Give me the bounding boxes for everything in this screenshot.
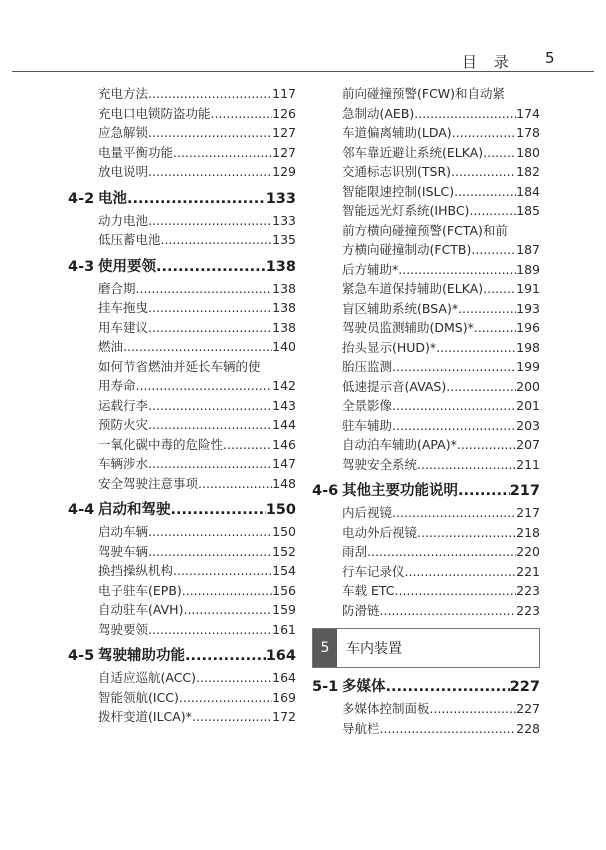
page-number: 161 bbox=[272, 621, 296, 637]
dot-leader bbox=[446, 377, 516, 397]
dot-leader bbox=[483, 279, 516, 299]
page-number: 207 bbox=[516, 437, 540, 452]
toc-entry[interactable] bbox=[312, 182, 540, 202]
entry-title: 智能远光灯系统(IHBC) bbox=[342, 203, 470, 218]
dot-leader bbox=[457, 435, 516, 455]
entry-title: 一氧化碳中毒的危险性 bbox=[98, 436, 224, 452]
page-number: 126 bbox=[272, 105, 296, 121]
entry-title: 防滑链 bbox=[342, 602, 380, 618]
toc-entry[interactable] bbox=[68, 561, 296, 581]
dot-leader bbox=[173, 143, 272, 163]
page-number: 223 bbox=[516, 602, 540, 618]
dot-leader bbox=[392, 503, 516, 523]
page-number: 143 bbox=[272, 397, 296, 413]
toc-entry[interactable] bbox=[68, 688, 296, 708]
dot-leader bbox=[395, 581, 517, 601]
dot-leader bbox=[196, 668, 272, 688]
dot-leader bbox=[398, 260, 516, 280]
toc-entry[interactable] bbox=[312, 318, 540, 338]
page-number: 135 bbox=[272, 232, 296, 247]
toc-entry[interactable] bbox=[312, 338, 540, 358]
page-number: 147 bbox=[272, 456, 296, 471]
entry-title: 多媒体控制面板 bbox=[342, 701, 430, 716]
dot-leader bbox=[148, 211, 272, 231]
toc-entry[interactable] bbox=[312, 542, 540, 562]
dot-leader bbox=[417, 523, 516, 543]
entry-title: 自动驻车(AVH) bbox=[98, 602, 184, 617]
toc-entry[interactable] bbox=[312, 221, 540, 260]
dot-leader bbox=[417, 455, 516, 475]
toc-entry[interactable] bbox=[312, 279, 540, 299]
page-number: 227 bbox=[509, 679, 540, 695]
chapter-number: 4-2 bbox=[68, 190, 95, 207]
page-number: 200 bbox=[516, 378, 540, 394]
dot-leader bbox=[148, 542, 272, 562]
page-number: 117 bbox=[272, 86, 296, 101]
page-number: 140 bbox=[272, 339, 296, 354]
toc-entry[interactable] bbox=[68, 415, 296, 435]
page-number: 191 bbox=[516, 281, 540, 296]
entry-title: 挂车拖曳 bbox=[98, 300, 149, 315]
dot-leader bbox=[123, 337, 272, 357]
page-number: 182 bbox=[516, 164, 540, 179]
chapter-number: 4-6 bbox=[312, 483, 339, 499]
page-number: 187 bbox=[516, 242, 540, 257]
toc-entry[interactable] bbox=[312, 123, 540, 143]
dot-leader bbox=[451, 162, 516, 182]
page-number: 227 bbox=[516, 701, 540, 716]
toc-entry[interactable] bbox=[312, 396, 540, 416]
page-number: 198 bbox=[516, 339, 540, 355]
toc-entry[interactable] bbox=[312, 581, 540, 601]
toc-entry[interactable] bbox=[68, 522, 296, 542]
dot-leader bbox=[148, 318, 272, 338]
toc-entry[interactable] bbox=[312, 435, 540, 455]
toc-entry[interactable] bbox=[312, 503, 540, 523]
entry-title: 车道偏离辅助(LDA) bbox=[342, 125, 452, 140]
toc-entry[interactable] bbox=[68, 707, 296, 727]
dot-leader bbox=[148, 123, 272, 143]
page-number: 164 bbox=[265, 648, 296, 664]
page-number: 148 bbox=[272, 475, 296, 491]
dot-leader bbox=[223, 435, 272, 455]
toc-entry[interactable] bbox=[312, 201, 540, 221]
page-number: 127 bbox=[272, 144, 296, 160]
page-number: 180 bbox=[516, 144, 540, 160]
dot-leader bbox=[483, 143, 516, 163]
entry-title: 低速提示音(AVAS) bbox=[342, 378, 447, 394]
dot-leader bbox=[148, 84, 272, 104]
toc-entry[interactable] bbox=[68, 162, 296, 182]
chapter-title: 电池 bbox=[98, 190, 127, 207]
toc-entry[interactable] bbox=[68, 230, 296, 250]
entry-title: 驾驶车辆 bbox=[98, 543, 149, 559]
page-number: 201 bbox=[516, 398, 540, 413]
dot-leader bbox=[392, 396, 516, 416]
dot-leader bbox=[471, 240, 516, 260]
dot-leader bbox=[173, 561, 272, 581]
toc-entry[interactable] bbox=[312, 455, 540, 475]
dot-leader bbox=[211, 104, 273, 124]
entry-title: 驾驶员监测辅助(DMS)* bbox=[342, 320, 474, 335]
header-page-number: 5 bbox=[545, 49, 555, 67]
dot-leader bbox=[380, 601, 517, 621]
dot-leader bbox=[454, 182, 516, 202]
dot-leader bbox=[436, 338, 516, 358]
dot-leader bbox=[452, 123, 516, 143]
page-number: 196 bbox=[516, 320, 540, 335]
dot-leader bbox=[392, 416, 516, 436]
toc-entry[interactable] bbox=[68, 357, 296, 396]
toc-entry[interactable] bbox=[312, 357, 540, 377]
entry-title: 启动车辆 bbox=[98, 524, 149, 539]
dot-leader bbox=[182, 581, 272, 601]
page-number: 178 bbox=[516, 125, 540, 140]
toc-chapter[interactable] bbox=[68, 500, 296, 521]
page-number: 144 bbox=[272, 417, 296, 432]
page-number: 133 bbox=[265, 190, 296, 207]
toc-entry[interactable] bbox=[312, 143, 540, 163]
entry-title: 拨杆变道(ILCA)* bbox=[98, 709, 192, 724]
toc-entry[interactable] bbox=[312, 377, 540, 397]
entry-title: 磨合期 bbox=[98, 280, 136, 296]
entry-title: 预防火灾 bbox=[98, 417, 149, 432]
dot-leader bbox=[392, 357, 516, 377]
toc-entry[interactable] bbox=[312, 84, 540, 123]
page-number: 185 bbox=[516, 203, 540, 218]
entry-title: 前向碰撞预警(FCW)和自动紧 bbox=[342, 86, 506, 101]
entry-title: 盲区辅助系统(BSA)* bbox=[342, 300, 459, 316]
page-number: 164 bbox=[272, 670, 296, 685]
entry-title: 运载行李 bbox=[98, 397, 149, 413]
page-number: 156 bbox=[272, 582, 296, 598]
toc-chapter[interactable] bbox=[312, 677, 540, 698]
entry-title: 如何节省燃油并延长车辆的使 bbox=[98, 358, 261, 374]
toc-chapter[interactable] bbox=[68, 257, 296, 278]
dot-leader bbox=[458, 299, 516, 319]
entry-title: 电动外后视镜 bbox=[342, 524, 418, 540]
dot-leader bbox=[367, 542, 516, 562]
dot-leader bbox=[183, 600, 272, 620]
entry-title: 行车记录仪 bbox=[342, 563, 405, 579]
chapter-title: 其他主要功能说明 bbox=[342, 483, 458, 499]
toc-chapter[interactable] bbox=[68, 189, 296, 210]
entry-title-cont: 急制动(AEB) bbox=[342, 105, 415, 121]
section-heading-box bbox=[312, 628, 540, 668]
toc-left-column bbox=[68, 84, 296, 727]
toc-entry[interactable] bbox=[68, 542, 296, 562]
page-number: 138 bbox=[272, 300, 296, 315]
toc-entry[interactable] bbox=[312, 601, 540, 621]
section-number: 5 bbox=[313, 629, 337, 667]
dot-leader bbox=[405, 562, 517, 582]
toc-entry[interactable] bbox=[68, 279, 296, 299]
entry-title: 抬头显示(HUD)* bbox=[342, 339, 437, 355]
page-number: 203 bbox=[516, 417, 540, 433]
header-title: 目 录 bbox=[462, 53, 515, 71]
dot-leader bbox=[430, 699, 517, 719]
dot-leader bbox=[127, 189, 266, 210]
dot-leader bbox=[161, 230, 273, 250]
entry-title: 前方横向碰撞预警(FCTA)和前 bbox=[342, 222, 508, 238]
entry-title: 充电口电锁防盗功能 bbox=[98, 105, 211, 121]
toc-entry[interactable] bbox=[312, 523, 540, 543]
page-number: 189 bbox=[516, 261, 540, 277]
page-number: 159 bbox=[272, 602, 296, 617]
dot-leader bbox=[148, 162, 272, 182]
entry-title: 低压蓄电池 bbox=[98, 232, 161, 247]
entry-title: 充电方法 bbox=[98, 86, 149, 101]
page-number: 152 bbox=[272, 543, 296, 559]
page-number: 218 bbox=[516, 524, 540, 540]
entry-title: 动力电池 bbox=[98, 212, 149, 228]
page-number: 133 bbox=[272, 212, 296, 228]
page-number: 217 bbox=[516, 505, 540, 520]
page-number: 129 bbox=[272, 164, 296, 179]
dot-leader bbox=[148, 415, 272, 435]
dot-leader bbox=[156, 257, 266, 278]
header-divider bbox=[12, 71, 594, 72]
dot-leader bbox=[148, 620, 272, 640]
page-number: 154 bbox=[272, 563, 296, 578]
chapter-number: 4-5 bbox=[68, 648, 95, 664]
toc-entry[interactable] bbox=[68, 337, 296, 357]
section-title: 车内装置 bbox=[346, 641, 402, 657]
entry-title: 电量平衡功能 bbox=[98, 144, 174, 160]
entry-title: 自适应巡航(ACC) bbox=[98, 670, 197, 685]
page-header bbox=[0, 0, 606, 72]
toc-entry[interactable] bbox=[68, 123, 296, 143]
toc-entry[interactable] bbox=[312, 299, 540, 319]
page-number: 146 bbox=[272, 436, 296, 452]
dot-leader bbox=[136, 279, 273, 299]
dot-leader bbox=[414, 104, 516, 124]
page-number: 217 bbox=[509, 483, 540, 499]
dot-leader bbox=[380, 719, 517, 739]
toc-entry[interactable] bbox=[68, 211, 296, 231]
toc-entry[interactable] bbox=[312, 162, 540, 182]
dot-leader bbox=[148, 298, 272, 318]
page-number: 223 bbox=[516, 583, 540, 598]
toc-right-column bbox=[312, 84, 540, 738]
page-number: 142 bbox=[272, 378, 296, 393]
entry-title: 后方辅助* bbox=[342, 261, 399, 277]
entry-title: 换挡操纵机构 bbox=[98, 563, 174, 578]
toc-entry[interactable] bbox=[68, 318, 296, 338]
entry-title: 安全驾驶注意事项 bbox=[98, 475, 199, 491]
entry-title: 雨刮 bbox=[342, 544, 368, 559]
page-number: 184 bbox=[516, 183, 540, 199]
chapter-title: 使用要领 bbox=[98, 258, 156, 275]
page-number: 172 bbox=[272, 709, 296, 724]
entry-title-cont: 用寿命 bbox=[98, 378, 136, 393]
chapter-title: 启动和驾驶 bbox=[98, 502, 171, 518]
entry-title: 智能领航(ICC) bbox=[98, 689, 179, 705]
entry-title: 邻车靠近避让系统(ELKA) bbox=[342, 144, 484, 160]
page-number: 150 bbox=[265, 502, 296, 518]
dot-leader bbox=[171, 500, 266, 521]
page-number: 150 bbox=[272, 524, 296, 539]
dot-leader bbox=[192, 707, 272, 727]
dot-leader bbox=[458, 481, 510, 502]
entry-title: 紧急车道保持辅助(ELKA) bbox=[342, 281, 484, 296]
page-number: 138 bbox=[272, 280, 296, 296]
entry-title: 导航栏 bbox=[342, 720, 380, 736]
page-number: 138 bbox=[272, 319, 296, 335]
toc-entry[interactable] bbox=[312, 719, 540, 739]
toc-entry[interactable] bbox=[68, 104, 296, 124]
toc-entry[interactable] bbox=[312, 416, 540, 436]
toc-entry[interactable] bbox=[68, 84, 296, 104]
page-number: 193 bbox=[516, 300, 540, 316]
entry-title: 胎压监测 bbox=[342, 359, 393, 374]
entry-title: 应急解锁 bbox=[98, 125, 149, 140]
toc-entry[interactable] bbox=[68, 143, 296, 163]
entry-title: 电子驻车(EPB) bbox=[98, 582, 182, 598]
toc-entry[interactable] bbox=[312, 699, 540, 719]
toc-entry[interactable] bbox=[68, 454, 296, 474]
page-number: 228 bbox=[516, 720, 540, 736]
page-number: 174 bbox=[516, 105, 540, 121]
dot-leader bbox=[185, 646, 266, 667]
page-number: 127 bbox=[272, 125, 296, 140]
toc-chapter[interactable] bbox=[312, 481, 540, 502]
toc-entry[interactable] bbox=[68, 298, 296, 318]
entry-title: 驾驶安全系统 bbox=[342, 456, 418, 472]
dot-leader bbox=[474, 318, 516, 338]
toc-entry[interactable] bbox=[312, 260, 540, 280]
toc-entry[interactable] bbox=[312, 562, 540, 582]
dot-leader bbox=[148, 454, 272, 474]
entry-title: 智能限速控制(ISLC) bbox=[342, 183, 455, 199]
page-number: 138 bbox=[265, 258, 296, 275]
entry-title: 车载 ETC bbox=[342, 583, 395, 598]
toc-entry[interactable] bbox=[68, 620, 296, 640]
page-number: 211 bbox=[516, 456, 540, 472]
toc-entry[interactable] bbox=[68, 581, 296, 601]
page-number: 169 bbox=[272, 689, 296, 705]
entry-title: 自动泊车辅助(APA)* bbox=[342, 437, 457, 452]
dot-leader bbox=[136, 376, 273, 396]
dot-leader bbox=[198, 474, 272, 494]
dot-leader bbox=[469, 201, 516, 221]
entry-title: 燃油 bbox=[98, 339, 124, 354]
dot-leader bbox=[148, 522, 272, 542]
chapter-number: 4-3 bbox=[68, 258, 95, 275]
entry-title: 全景影像 bbox=[342, 398, 393, 413]
entry-title: 放电说明 bbox=[98, 164, 149, 179]
entry-title: 用车建议 bbox=[98, 319, 149, 335]
chapter-number: 4-4 bbox=[68, 502, 95, 518]
toc-chapter[interactable] bbox=[68, 646, 296, 667]
entry-title: 交通标志识别(TSR) bbox=[342, 164, 452, 179]
dot-leader bbox=[179, 688, 272, 708]
toc-entry[interactable] bbox=[68, 396, 296, 416]
chapter-title: 驾驶辅助功能 bbox=[98, 648, 185, 664]
entry-title: 内后视镜 bbox=[342, 505, 393, 520]
page-number: 220 bbox=[516, 544, 540, 559]
page-number: 221 bbox=[516, 563, 540, 579]
toc-entry[interactable] bbox=[68, 668, 296, 688]
dot-leader bbox=[148, 396, 272, 416]
entry-title-cont: 方横向碰撞制动(FCTB) bbox=[342, 242, 472, 257]
page-number: 199 bbox=[516, 359, 540, 374]
entry-title: 驾驶要领 bbox=[98, 621, 149, 637]
entry-title: 车辆涉水 bbox=[98, 456, 149, 471]
toc-entry[interactable] bbox=[68, 474, 296, 494]
chapter-title: 多媒体 bbox=[342, 679, 386, 695]
entry-title: 驻车辅助 bbox=[342, 417, 393, 433]
toc-entry[interactable] bbox=[68, 600, 296, 620]
toc-entry[interactable] bbox=[68, 435, 296, 455]
dot-leader bbox=[386, 677, 510, 698]
chapter-number: 5-1 bbox=[312, 679, 339, 695]
